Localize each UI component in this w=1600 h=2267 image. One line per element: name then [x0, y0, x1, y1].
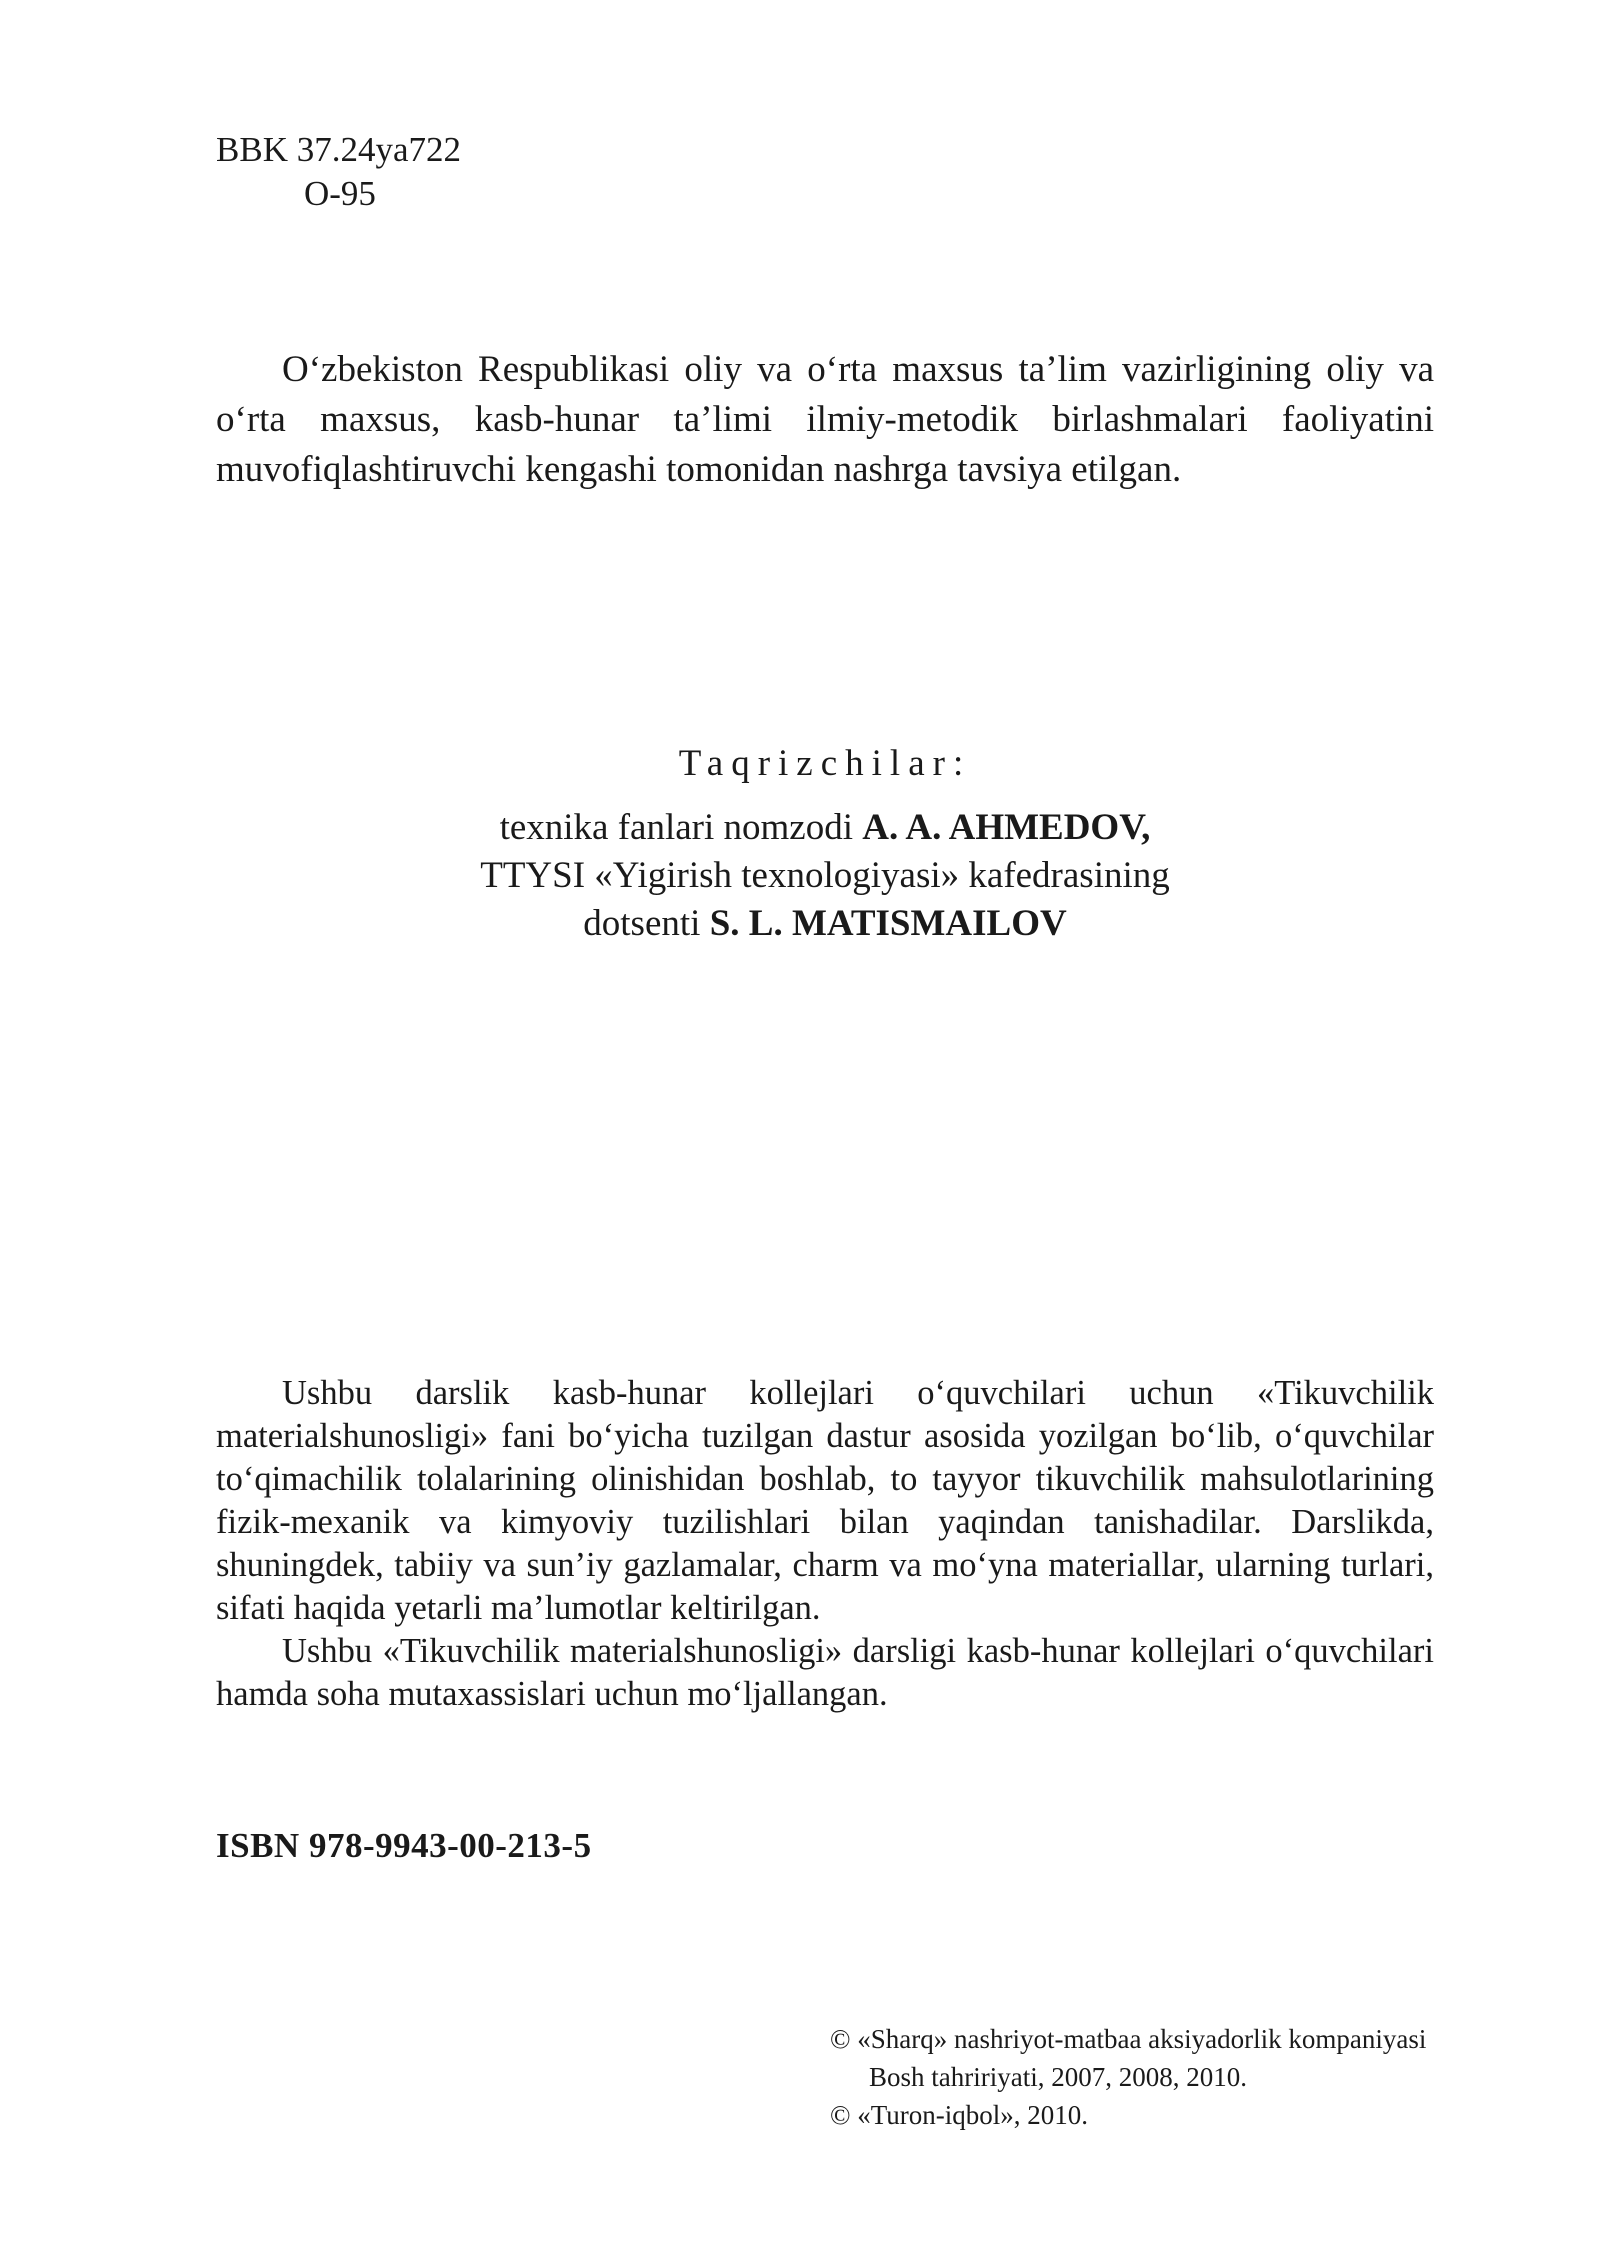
reviewers-heading: Taqrizchilar: [678, 743, 972, 784]
copyright-block [830, 2020, 1426, 2134]
reviewer-1-title: texnika fanlari nomzodi [499, 807, 863, 848]
reviewer-2-affiliation: TTYSI «Yigirish texnologiyasi» kafedrasining [480, 855, 1170, 896]
recommendation-text: O‘zbekiston Respublikasi oliy va o‘rta maxsus ta’lim vazirligining oliy va o‘rta maxsus, kasb-hunar ta’limi ilmiy-metodik birlashmalari faoliyatini muvofiqlashtiruvchi kengashi tomonidan nashrga tavsiya etilgan. [216, 349, 1434, 490]
reviewer-2-title: dotsenti [583, 903, 710, 944]
isbn-number: ISBN 978-9943-00-213-5 [216, 1826, 592, 1865]
bbk-code: BBK 37.24ya722 [216, 130, 461, 169]
copyright-line-2: Bosh tahririyati, 2007, 2008, 2010. [869, 2062, 1247, 2092]
annotation-paragraph-2: Ushbu «Tikuvchilik materialshunosligi» darsligi kasb-hunar kollejlari o‘quvchilari hamda soha mutaxassislari uchun mo‘ljallangan. [216, 1632, 1434, 1713]
reviewer-1-name: A. A. AHMEDOV, [862, 807, 1151, 848]
annotation-block [216, 1372, 1434, 1716]
annotation-paragraph-1: Ushbu darslik kasb-hunar kollejlari o‘quvchilari uchun «Tikuvchilik materialshunosligi» fani bo‘yicha tuzilgan dastur asosida yozilgan bo‘lib, o‘quvchilar to‘qimachilik tolalarining olinishidan boshlab, to tayyor tikuvchilik mahsulotlarining fizik-mexanik va kimyoviy tuzilishlari bilan yaqindan tanishadilar. Darslikda, shuningdek, tabiiy va sun’iy gazlamalar, charm va mo‘yna materiallar, ularning turlari, sifati haqida yetarli ma’lumotlar keltirilgan. [216, 1374, 1434, 1627]
bbk-classification [216, 128, 461, 216]
reviewer-2-line [216, 900, 1434, 948]
recommendation-block [216, 345, 1434, 495]
reviewer-1-line [216, 804, 1434, 852]
copyright-line-1: © «Sharq» nashriyot-matbaa aksiyadorlik kompaniyasi [830, 2024, 1427, 2054]
reviewer-2-name: S. L. MATISMAILOV [709, 903, 1067, 944]
reviewers-block [216, 740, 1434, 948]
copyright-line-3: © «Turon-iqbol», 2010. [830, 2100, 1089, 2130]
author-mark: O-95 [304, 174, 376, 213]
